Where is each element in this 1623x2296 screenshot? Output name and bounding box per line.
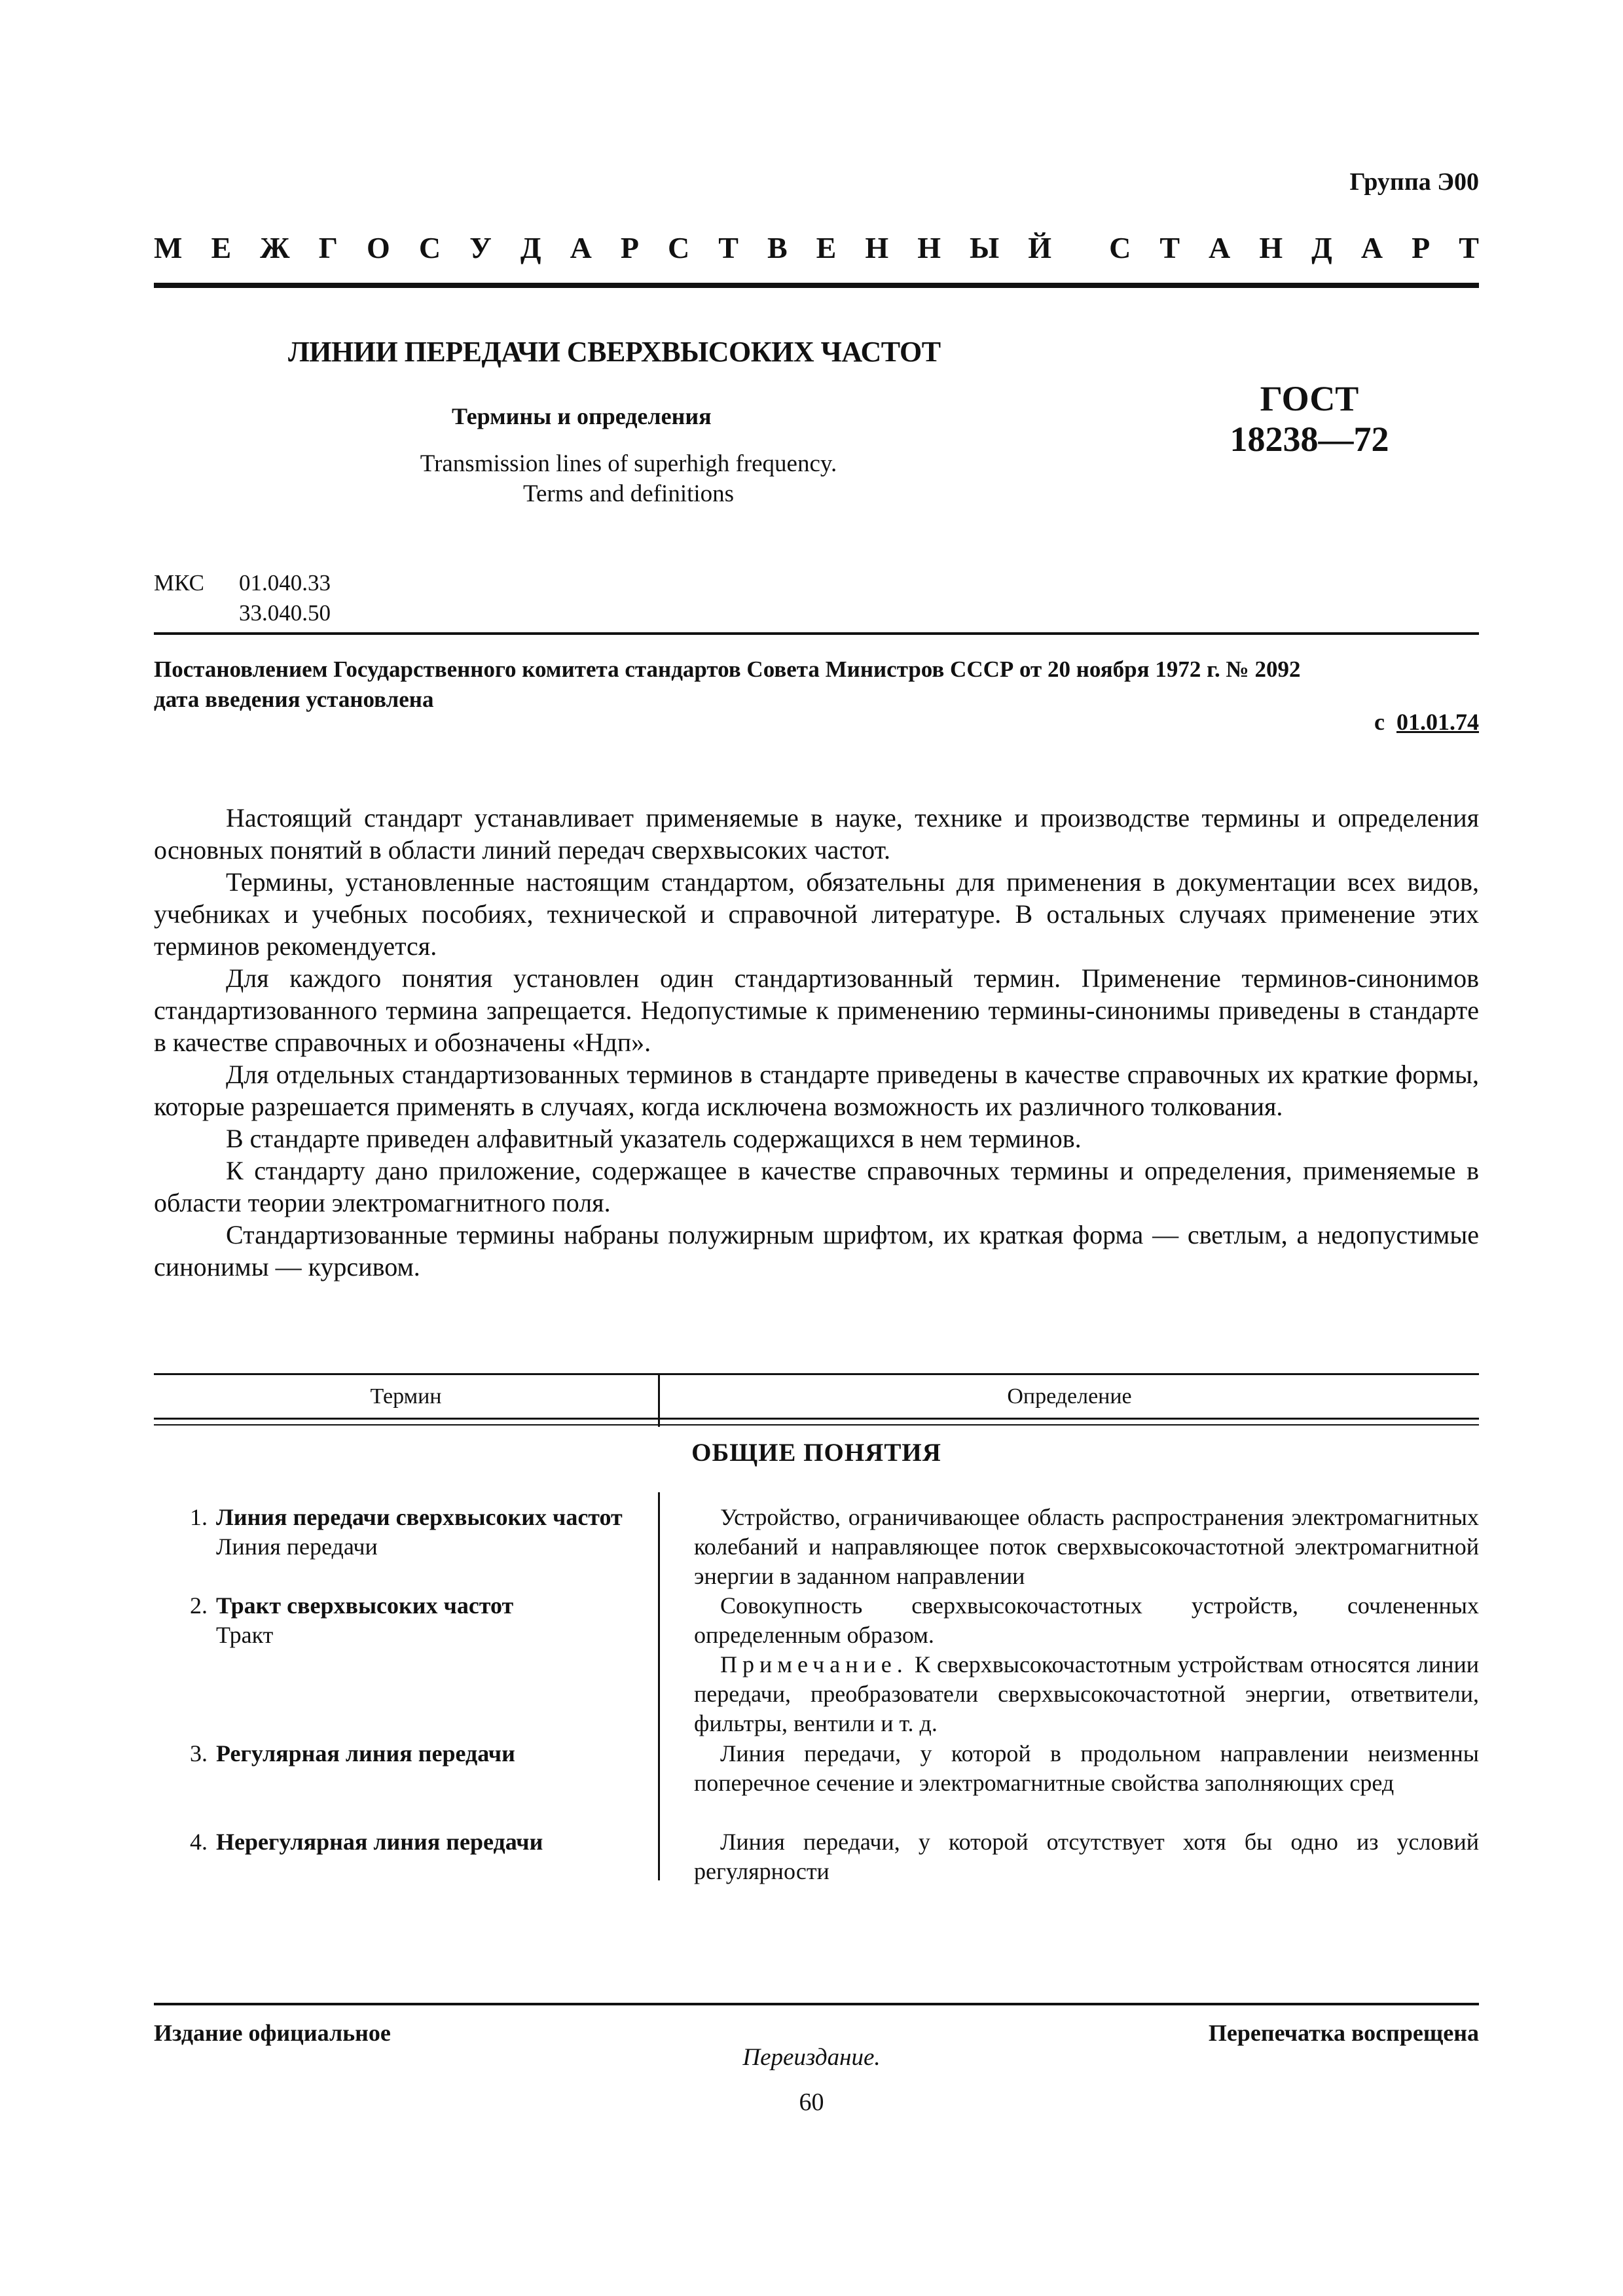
definition-text: Линия передачи, у которой в продольном направлении неизменны поперечное сечение и электромагнитные свойства заполняющих сред [694,1740,1479,1796]
page-number: 60 [799,2089,824,2116]
term-entry-4 [190,1827,642,1857]
definition-text: Устройство, ограничивающее область распространения электромагнитных колебаний и направляющее поток сверхвысокочастотной электромагнитной энергии в заданном направлении [694,1504,1479,1589]
banner-letter: А [1209,231,1231,264]
mks-rule [154,632,1479,635]
english-title [386,449,871,509]
banner-letter: Е [816,231,837,264]
official-edition-label: Издание официальное [154,2020,391,2046]
term-number: 2. [190,1592,208,1619]
banner-letter: Р [1412,231,1431,264]
decree-line-2: дата введения установлена [154,687,434,712]
intro-paragraph: Для каждого понятия установлен один стандартизованный термин. Применение терминов-синонимов стандартизованного термина запрещается. Недопустимые к применению термины-синонимы приведены в стандарте в качестве справочных и обозначены «Ндп». [154,963,1479,1057]
english-title-line-1: Transmission lines of superhigh frequency. [420,450,837,477]
definition-text: Линия передачи, у которой отсутствует хотя бы одно из условий регулярности [694,1829,1479,1884]
note-label: Примечание. [720,1651,908,1677]
mks-codes [154,568,331,626]
column-header-term: Термин [370,1384,442,1408]
mks-code-1: 01.040.33 [239,570,331,596]
column-header-definition: Определение [1007,1384,1132,1408]
document-subtitle: Термины и определения [452,403,712,429]
banner-letter: Й [1028,231,1051,264]
banner-letter: Т [1459,231,1479,264]
note-text: К сверхвысокочастотным устройствам относятся линии передачи, преобразователи сверхвысокочастотной энергии, ответвители, фильтры, вентили и т. д. [694,1651,1479,1736]
mks-label: МКС [154,570,204,596]
table-header-rule-double [154,1424,1479,1426]
term-name: Тракт сверхвысоких частот [216,1592,514,1619]
banner-letter: С [1109,231,1131,264]
decree-text [154,655,1479,715]
banner-letter: Н [917,231,941,264]
term-name: Нерегулярная линия передачи [216,1829,543,1855]
intro-paragraph: В стандарте приведен алфавитный указатель содержащихся в нем терминов. [226,1124,1082,1153]
term-name: Регулярная линия передачи [216,1740,515,1767]
intro-paragraph: Для отдельных стандартизованных терминов в стандарте приведены в качестве справочных их краткие формы, которые разрешается применять в случаях, когда исключена возможность их различного толкования. [154,1060,1479,1121]
table-column-divider [658,1492,660,1880]
banner-letter: Ы [970,231,1000,264]
banner-letter: А [570,231,592,264]
banner-letter: М [154,231,183,264]
banner-letter: А [1360,231,1383,264]
group-label: Группа Э00 [1349,168,1479,196]
table-header-rule [154,1418,1479,1420]
banner-letter: Т [1159,231,1180,264]
introduction [154,802,1479,1283]
banner-letter: У [469,231,492,264]
term-name: Линия передачи сверхвысоких частот [216,1504,623,1530]
banner-letter: В [767,231,788,264]
banner-letter: Н [865,231,889,264]
term-short-form: Тракт [216,1622,274,1648]
definition-note [694,1650,1479,1738]
definition-text: Совокупность сверхвысокочастотных устройств, сочлененных определенным образом. [694,1592,1479,1648]
term-number: 4. [190,1829,208,1855]
introduction-date [1374,708,1479,736]
banner-letter: Г [318,231,338,264]
gost-number: 18238—72 [1230,420,1389,459]
banner-letter: О [367,231,390,264]
intro-paragraph: Термины, установленные настоящим стандартом, обязательны для применения в документации всех видов, учебниках и учебных пособиях, технической и справочной литературе. В остальных случаях применение этих терминов рекомендуется. [154,867,1479,961]
mks-code-2: 33.040.50 [239,600,331,626]
definition-entry-1 [694,1503,1479,1591]
intro-paragraph: Настоящий стандарт устанавливает применяемые в науке, технике и производстве термины и определения основных понятий в области линий передач сверхвысоких частот. [154,803,1479,865]
term-short-form: Линия передачи [216,1534,378,1560]
intro-paragraph: К стандарту дано приложение, содержащее в качестве справочных термины и определения, применяемые в области теории электромагнитного поля. [154,1156,1479,1217]
gost-designation [1218,378,1401,459]
header-rule [154,283,1479,288]
intro-paragraph: Стандартизованные термины набраны полужирным шрифтом, их краткая форма — светлым, а недопустимые синонимы — курсивом. [154,1220,1479,1282]
gost-label: ГОСТ [1260,379,1359,418]
section-heading: ОБЩИЕ ПОНЯТИЯ [691,1439,941,1467]
banner-letter: Р [620,231,639,264]
term-number: 1. [190,1504,208,1530]
table-top-rule [154,1373,1479,1375]
banner-letter: Ж [260,231,290,264]
interstate-standard-banner [154,230,1479,265]
reprint-prohibited-label: Перепечатка воспрещена [1208,2020,1479,2046]
banner-letter: Е [211,231,232,264]
english-title-line-2: Terms and definitions [522,480,735,507]
banner-letter: С [667,231,690,264]
decree-line-1: Постановлением Государственного комитета стандартов Совета Министров СССР от 20 ноября 1972 г. № 2092 [154,656,1301,682]
term-entry-1 [190,1503,642,1562]
document-title: ЛИНИИ ПЕРЕДАЧИ СВЕРХВЫСОКИХ ЧАСТОТ [288,336,941,368]
banner-letter: Д [1311,231,1332,264]
date-value: 01.01.74 [1396,709,1479,735]
footer-rule [154,2003,1479,2005]
date-prefix: с [1374,709,1385,735]
term-entry-3 [190,1739,642,1768]
banner-letter: Д [520,231,541,264]
definition-entry-4 [694,1827,1479,1886]
term-entry-2 [190,1591,642,1650]
banner-letter: Н [1259,231,1283,264]
term-number: 3. [190,1740,208,1767]
reissue-label: Переиздание. [742,2044,881,2071]
banner-letter: С [418,231,441,264]
banner-letter: Т [718,231,739,264]
definition-entry-3 [694,1739,1479,1798]
definition-entry-2 [694,1591,1479,1738]
